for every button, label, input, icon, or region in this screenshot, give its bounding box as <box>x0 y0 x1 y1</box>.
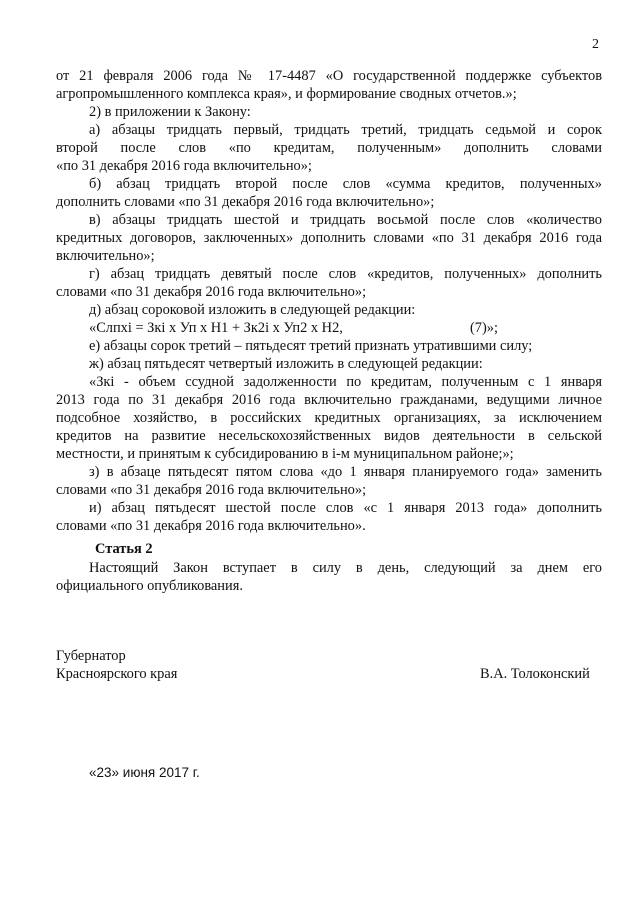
article-text-line: Настоящий Закон вступает в силу в день, следующий за днем его <box>89 560 602 576</box>
text-line: б) абзац тридцать второй после слов «сумма кредитов, полученных» <box>89 176 602 192</box>
text-line: словами «по 31 декабря 2016 года включительно»; <box>56 482 367 498</box>
text-line: «по 31 декабря 2016 года включительно»; <box>56 158 312 174</box>
text-line: г) абзац тридцать девятый после слов «кредитов, полученных» дополнить <box>89 266 602 282</box>
signatory-region: Красноярского края <box>56 666 178 682</box>
text-line: е) абзацы сорок третий – пятьдесят третий признать утратившими силу; <box>89 338 533 354</box>
text-line: дополнить словами «по 31 декабря 2016 года включительно»; <box>56 194 435 210</box>
article-heading: Статья 2 <box>95 541 153 557</box>
article-text-line: официального опубликования. <box>56 578 243 594</box>
text-line: 2013 года по 31 декабря 2016 года включительно гражданами, ведущими личное <box>56 392 602 408</box>
text-line: включительно»; <box>56 248 155 264</box>
text-line: д) абзац сороковой изложить в следующей редакции: <box>89 302 416 318</box>
formula-number: (7)»; <box>470 320 498 336</box>
text-line: а) абзацы тридцать первый, тридцать третий, тридцать седьмой и сорок <box>89 122 602 138</box>
text-line: «Зкi - объем ссудной задолженности по кредитам, полученным с 1 января <box>89 374 602 390</box>
text-line: местности, и принятым к субсидированию в i-м муниципальном районе;»; <box>56 446 514 462</box>
text-line: второй после слов «по кредитам, полученным» дополнить словами <box>56 140 602 156</box>
text-line: словами «по 31 декабря 2016 года включительно». <box>56 518 366 534</box>
signatory-name: В.А. Толоконский <box>480 666 590 682</box>
text-line: словами «по 31 декабря 2016 года включительно»; <box>56 284 367 300</box>
text-line: агропромышленного комплекса края», и формирование сводных отчетов.»; <box>56 86 517 102</box>
text-line: 2) в приложении к Закону: <box>89 104 251 120</box>
text-line: в) абзацы тридцать шестой и тридцать восьмой после слов «количество <box>89 212 602 228</box>
text-line: подсобное хозяйство, в российских кредитных организациях, за исключением <box>56 410 602 426</box>
signatory-position: Губернатор <box>56 648 126 664</box>
text-line: и) абзац пятьдесят шестой после слов «с 1 января 2013 года» дополнить <box>89 500 602 516</box>
text-line: от 21 февраля 2006 года № 17-4487 «О государственной поддержке субъектов <box>56 68 602 84</box>
document-date: «23» июня 2017 г. <box>89 765 200 780</box>
text-line: кредитных договоров, заключенных» дополнить словами «по 31 декабря 2016 года <box>56 230 602 246</box>
page-number: 2 <box>592 37 599 52</box>
formula-line: «Cлпхi = Зкi х Уп х Н1 + Зк2i х Уп2 х Н2, <box>89 320 343 336</box>
text-line: з) в абзаце пятьдесят пятом слова «до 1 января планируемого года» заменить <box>89 464 602 480</box>
text-line: кредитов на развитие несельскохозяйственных видов деятельности в сельской <box>56 428 602 444</box>
text-line: ж) абзац пятьдесят четвертый изложить в следующей редакции: <box>89 356 483 372</box>
